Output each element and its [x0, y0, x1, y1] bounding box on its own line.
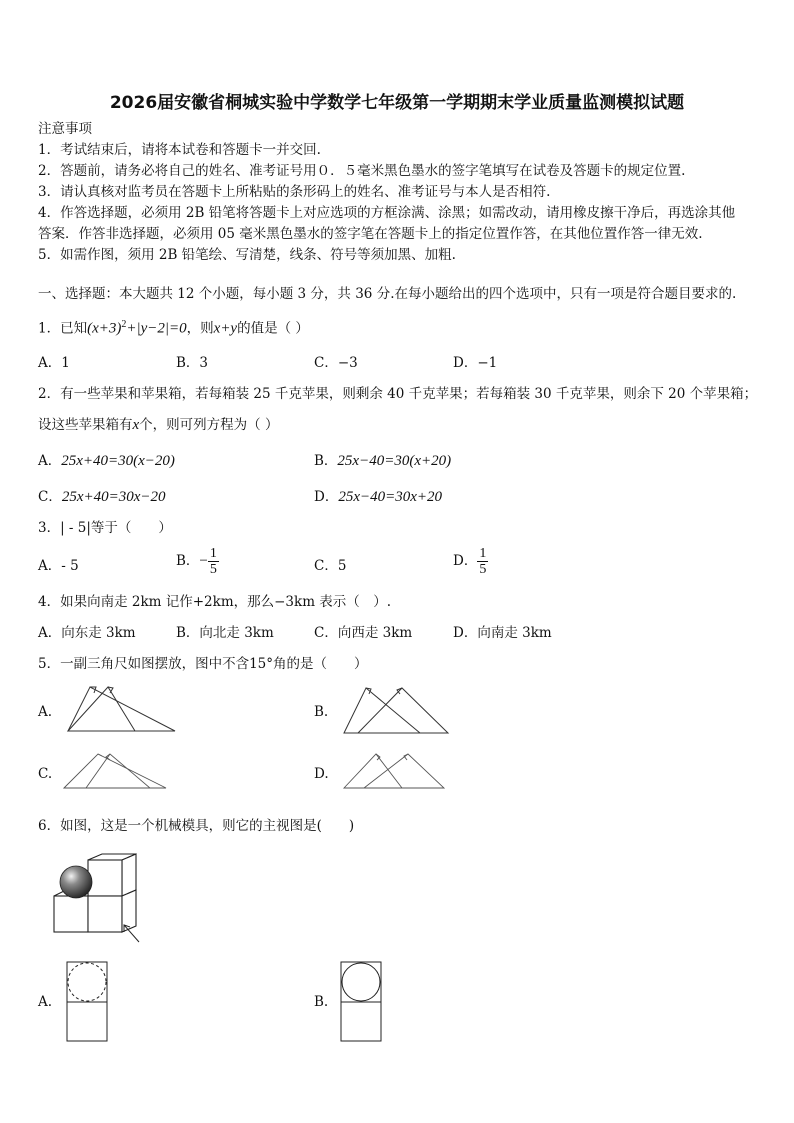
- q6-option-b-label[interactable]: B.: [314, 994, 329, 1010]
- fraction: [477, 546, 488, 577]
- q1-option-a[interactable]: A．1: [38, 355, 70, 371]
- question-2-stem: 2．有一些苹果和苹果箱，若每箱装 25 千克苹果，则剩余 40 千克苹果；若每箱装 30 千克苹果，则余下 20 个苹果箱；: [38, 386, 758, 402]
- question-4-stem: 4．如果向南走 2km 记作+2km，那么−3km 表示（ ）.: [38, 594, 392, 610]
- q1-stem-post: 的值是（ ）: [237, 320, 309, 337]
- q2-line2-pre: 设这些苹果箱有: [38, 417, 133, 433]
- q1-option-b[interactable]: B．3: [176, 355, 209, 371]
- notes-item: 4．作答选择题，必须用 2B 铅笔将答题卡上对应选项的方框涂满、涂黑；如需改动，请用橡皮擦干净后，再选涂其他: [38, 205, 736, 221]
- q3-option-b[interactable]: [176, 546, 219, 577]
- q1-exponent: 2: [121, 319, 127, 330]
- fraction-denominator: 5: [209, 562, 217, 577]
- notes-item: 1．考试结束后，请将本试卷和答题卡一并交回.: [38, 142, 321, 158]
- notes-item: 3．请认真核对监考员在答题卡上所粘贴的条形码上的姓名、准考证号与本人是否相符.: [38, 184, 551, 200]
- q6-figure-b: [340, 961, 384, 1043]
- q5-figure-d: [340, 751, 460, 791]
- q5-figure-c: [60, 751, 180, 791]
- q3-option-c[interactable]: C．5: [314, 558, 347, 574]
- q4-option-c[interactable]: C．向西走 3km: [314, 625, 413, 641]
- q5-figure-b: [340, 686, 460, 736]
- q5-figure-a: [62, 684, 182, 734]
- q5-option-c-label[interactable]: C.: [38, 766, 53, 782]
- q5-option-d-label[interactable]: D.: [314, 766, 329, 782]
- question-2-stem-line2: [38, 416, 278, 434]
- option-label: D．: [314, 489, 339, 505]
- option-label: A．: [38, 453, 62, 469]
- option-label: D．: [453, 553, 478, 569]
- notes-item: 答案．作答非选择题，必须用 05 毫米黑色墨水的签字笔在答题卡上的指定位置作答，在其他位置作答一律无效.: [38, 226, 703, 242]
- question-3-stem: 3．| - 5|等于（ ）: [38, 520, 172, 536]
- q4-option-d[interactable]: D．向南走 3km: [453, 625, 552, 641]
- q1-expression: x+y: [213, 320, 238, 337]
- q2-option-c[interactable]: [38, 488, 166, 506]
- option-equation: 25x−40=30x+20: [338, 489, 443, 505]
- q6-figure-a: [66, 961, 110, 1043]
- q4-option-b[interactable]: B．向北走 3km: [176, 625, 274, 641]
- q3-option-a[interactable]: A．- 5: [38, 558, 79, 574]
- q1-stem-mid: ，则: [186, 320, 214, 337]
- question-5-stem: 5．一副三角尺如图摆放，图中不含15°角的是（ ）: [38, 656, 368, 672]
- q1-equation-part: (x+3): [87, 320, 122, 337]
- option-equation: 25x−40=30(x+20): [337, 453, 452, 469]
- q6-mold-figure: [50, 850, 160, 950]
- option-equation: 25x+40=30(x−20): [61, 453, 175, 469]
- question-1-stem: [38, 316, 309, 338]
- q2-option-d[interactable]: [314, 488, 442, 506]
- q1-option-d[interactable]: D．−1: [453, 355, 498, 371]
- q5-option-a-label[interactable]: A.: [38, 704, 53, 720]
- option-label: B．: [314, 453, 338, 469]
- q5-option-b-label[interactable]: B.: [314, 704, 329, 720]
- q2-line2-post: 个，则可列方程为（ ）: [139, 417, 279, 433]
- q6-option-a-label[interactable]: A.: [38, 994, 53, 1010]
- q1-equation-part: +|y−2|=0: [126, 320, 187, 337]
- page-title: 2026届安徽省桐城实验中学数学七年级第一学期期末学业质量监测模拟试题: [109, 93, 685, 113]
- option-label: B．: [176, 553, 200, 569]
- question-6-stem: 6．如图，这是一个机械模具，则它的主视图是( ): [38, 818, 355, 834]
- q3-option-d[interactable]: [453, 546, 488, 577]
- notes-item: 2．答题前，请务必将自己的姓名、准考证号用０．５毫米黑色墨水的签字笔填写在试卷及答题卡的规定位置.: [38, 163, 686, 179]
- fraction-denominator: 5: [479, 562, 487, 577]
- option-label: C．: [38, 489, 62, 505]
- q2-option-b[interactable]: [314, 452, 451, 470]
- q4-option-a[interactable]: A．向东走 3km: [38, 625, 136, 641]
- section-heading: 一、选择题：本大题共 12 个小题，每小题 3 分，共 36 分.在每小题给出的四个选项中，只有一项是符合题目要求的.: [38, 286, 737, 302]
- q2-option-a[interactable]: [38, 452, 175, 470]
- minus-sign: −: [199, 553, 208, 569]
- notes-item: 5．如需作图，须用 2B 铅笔绘、写清楚，线条、符号等须加黑、加粗.: [38, 247, 456, 263]
- q1-stem-pre: 1．已知: [38, 320, 88, 337]
- fraction: [208, 546, 219, 577]
- option-equation: 25x+40=30x−20: [61, 489, 166, 505]
- fraction-numerator: 1: [479, 546, 487, 561]
- q2-variable: x: [132, 417, 140, 433]
- q1-option-c[interactable]: C．−3: [314, 355, 358, 371]
- fraction-numerator: 1: [209, 546, 217, 561]
- notes-heading: 注意事项: [38, 121, 92, 137]
